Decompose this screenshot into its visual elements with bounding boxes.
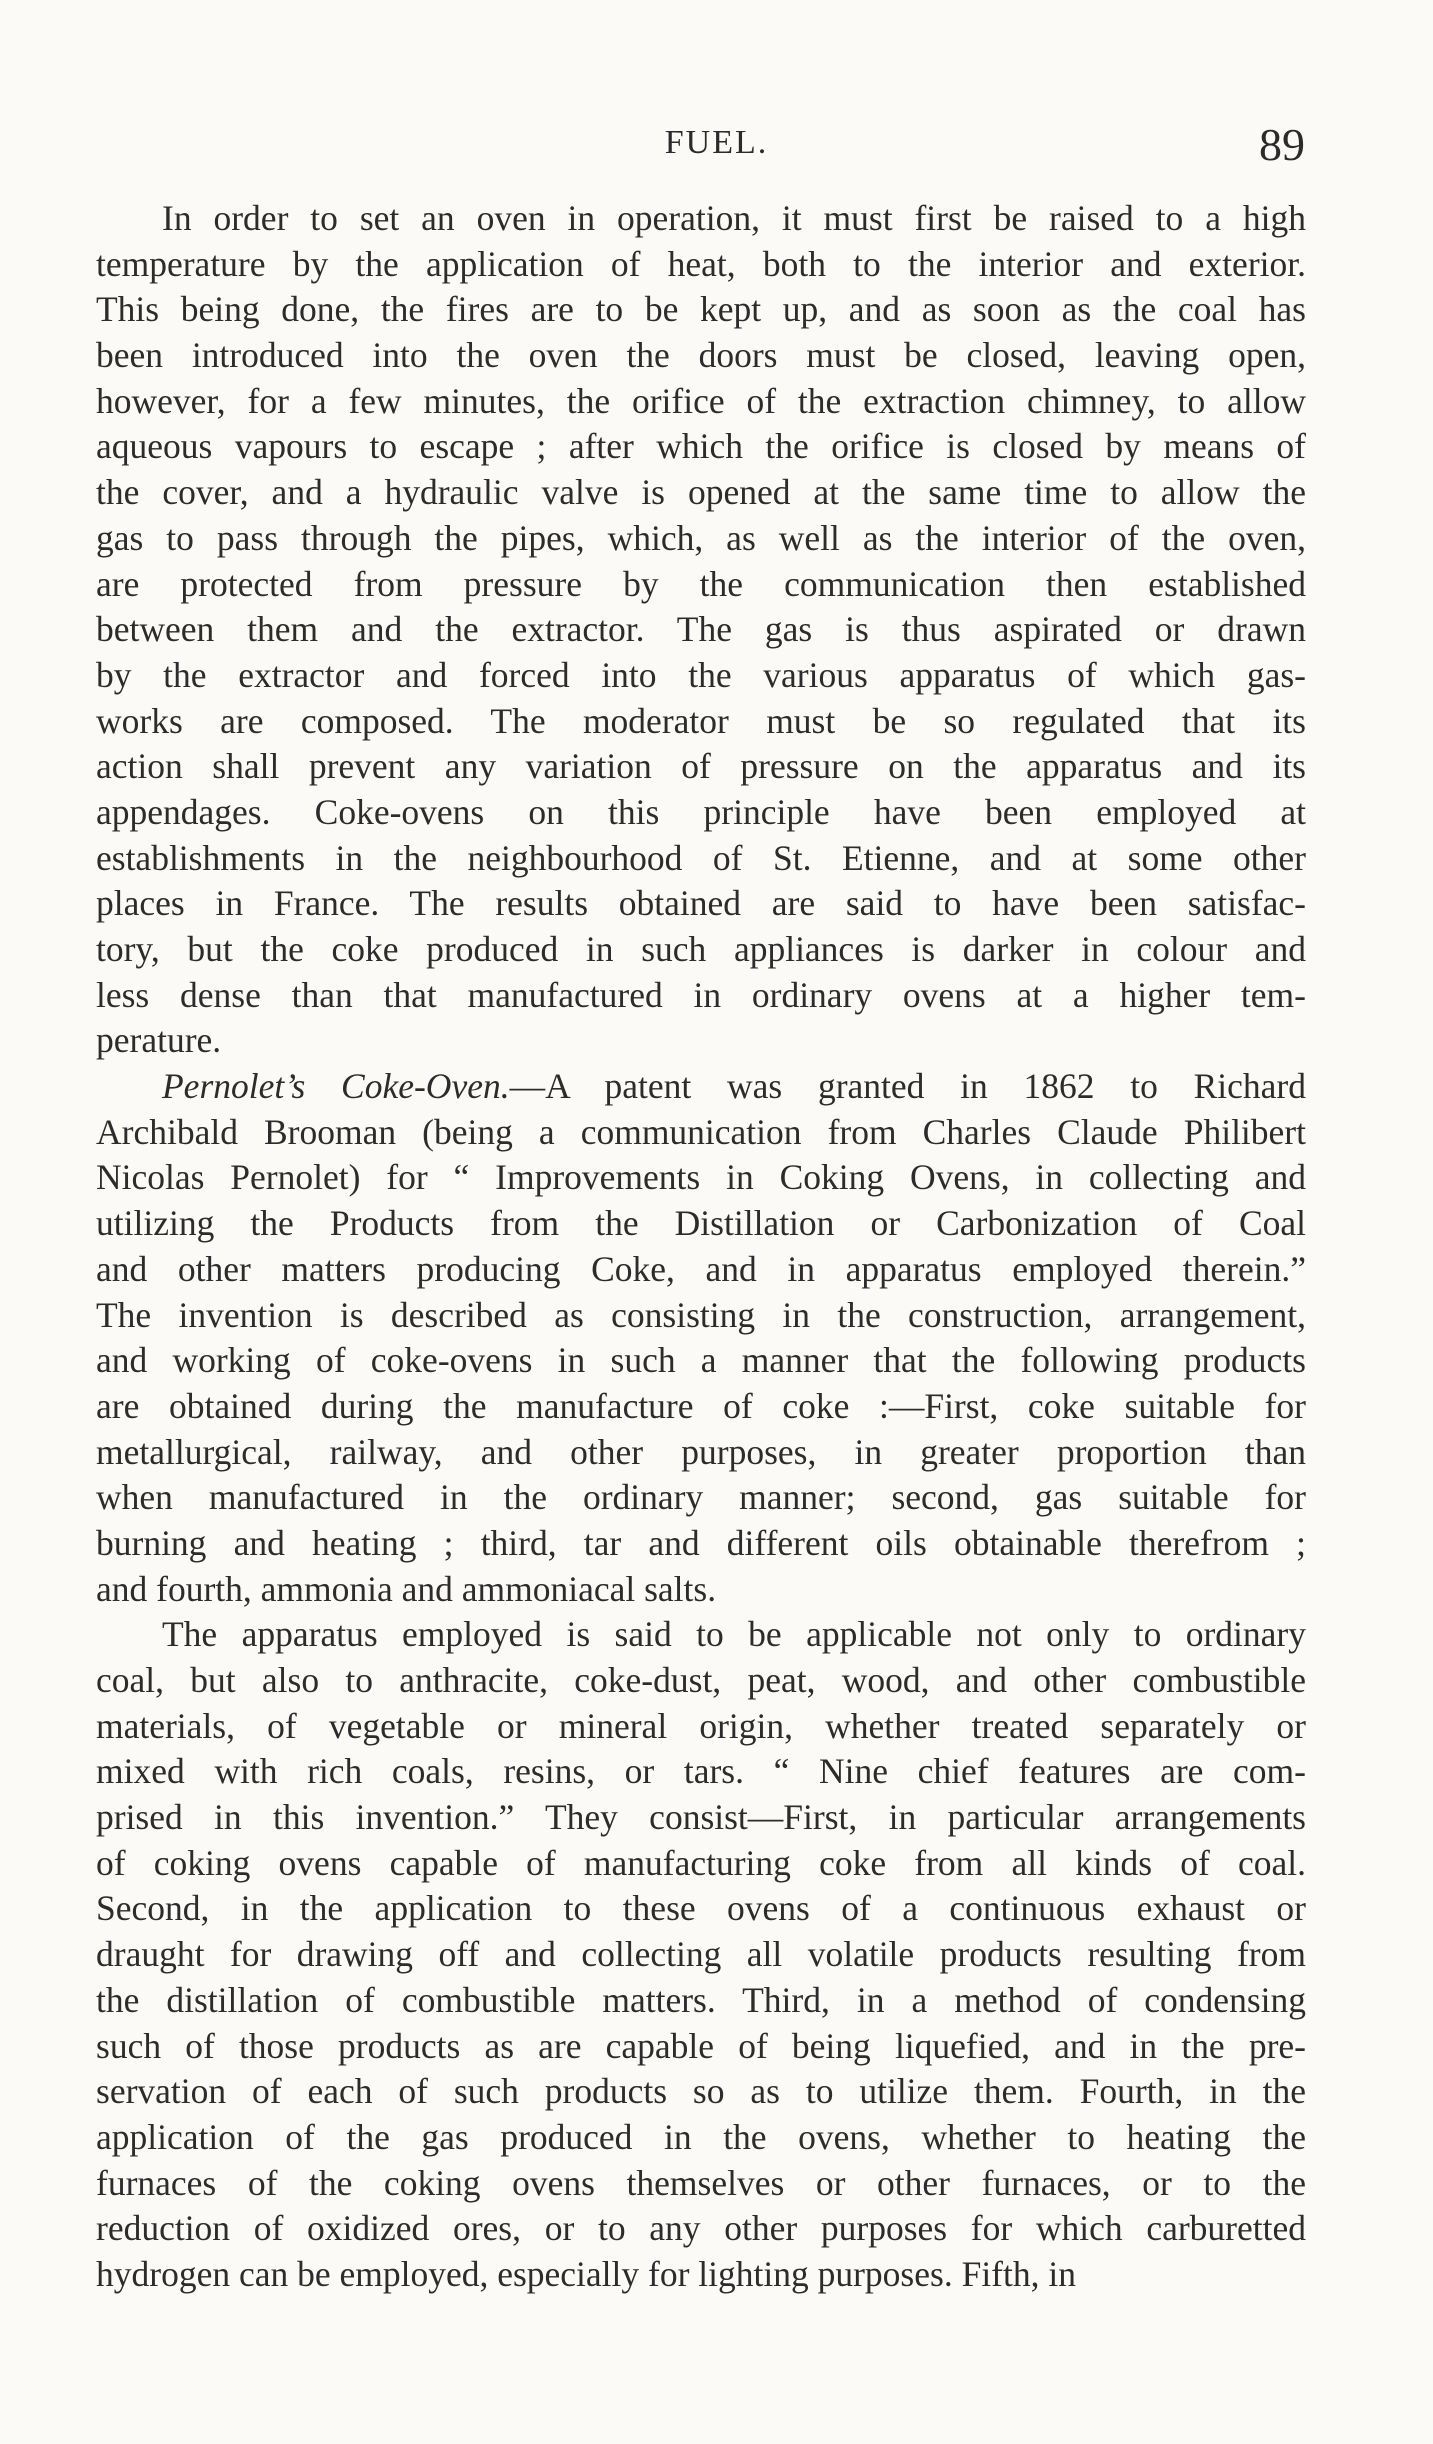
- text-line: utilizing the Products from the Distillation or Carbonization of Coal: [96, 1203, 1306, 1244]
- text-line: [96, 1064, 1306, 1110]
- paragraph-oven-operation: [96, 196, 1306, 1064]
- text-line: burning and heating ; third, tar and different oils obtainable therefrom ;: [96, 1522, 1306, 1563]
- text-line: works are composed. The moderator must be so regulated that its: [96, 700, 1306, 741]
- text-line: aqueous vapours to escape ; after which the orifice is closed by means of: [96, 426, 1306, 467]
- text-line: are obtained during the manufacture of coke :—First, coke suitable for: [96, 1385, 1306, 1426]
- text-line: The invention is described as consisting in the construction, arrangement,: [96, 1294, 1306, 1335]
- text-line: reduction of oxidized ores, or to any other purposes for which carburetted: [96, 2208, 1306, 2249]
- text-line: action shall prevent any variation of pressure on the apparatus and its: [96, 746, 1306, 787]
- text-line: coal, but also to anthracite, coke-dust, peat, wood, and other combustible: [96, 1660, 1306, 1700]
- paragraph-apparatus-features: [96, 1612, 1306, 2297]
- text-line: furnaces of the coking ovens themselves or other furnaces, or to the: [96, 2162, 1306, 2203]
- text-line: between them and the extractor. The gas is thus aspirated or drawn: [96, 609, 1306, 650]
- text-line: tory, but the coke produced in such appliances is darker in colour and: [96, 929, 1306, 969]
- text-line: however, for a few minutes, the orifice of the extraction chimney, to allow: [96, 380, 1306, 421]
- text-line: and fourth, ammonia and ammoniacal salts.: [96, 1568, 717, 1609]
- body-text: [96, 196, 1306, 2298]
- running-title: FUEL.: [664, 124, 769, 161]
- text-line: This being done, the fires are to be kept up, and as soon as the coal has: [96, 289, 1306, 330]
- text-line: application of the gas produced in the ovens, whether to heating the: [96, 2116, 1306, 2157]
- text-line: perature.: [96, 1020, 222, 1061]
- paragraph-pernolet-coke-oven: [96, 1064, 1306, 1612]
- text-line: and other matters producing Coke, and in apparatus employed therein.”: [96, 1248, 1306, 1289]
- text-line: the cover, and a hydraulic valve is opened at the same time to allow the: [96, 472, 1306, 513]
- text-line: temperature by the application of heat, both to the interior and exterior.: [96, 243, 1306, 284]
- text-line: mixed with rich coals, resins, or tars. “ Nine chief features are com-: [96, 1751, 1306, 1792]
- text-line: metallurgical, railway, and other purposes, in greater proportion than: [96, 1431, 1306, 1472]
- text-line: are protected from pressure by the communication then established: [96, 563, 1306, 604]
- text-line: less dense than that manufactured in ordinary ovens at a higher tem-: [96, 974, 1306, 1015]
- text-line: servation of each of such products so as to utilize them. Fourth, in the: [96, 2071, 1306, 2112]
- text-line: the distillation of combustible matters. Third, in a method of condensing: [96, 1979, 1306, 2020]
- text-line: Nicolas Pernolet) for “ Improvements in Coking Ovens, in collecting and: [96, 1157, 1306, 1198]
- text-line: draught for drawing off and collecting all volatile products resulting from: [96, 1934, 1306, 1975]
- text-line: such of those products as are capable of being liquefied, and in the pre-: [96, 2025, 1306, 2066]
- text-line: hydrogen can be employed, especially for lighting purposes. Fifth, in: [96, 2253, 1076, 2294]
- text-line: Archibald Brooman (being a communication from Charles Claude Philibert: [96, 1111, 1306, 1152]
- text-line: by the extractor and forced into the various apparatus of which gas-: [96, 654, 1306, 695]
- text-line: prised in this invention.” They consist—First, in particular arrangements: [96, 1797, 1306, 1838]
- text-line: Second, in the application to these ovens of a continuous exhaust or: [96, 1888, 1306, 1929]
- page-header: [0, 118, 1433, 174]
- text-line: when manufactured in the ordinary manner; second, gas suitable for: [96, 1477, 1306, 1518]
- text-line: of coking ovens capable of manufacturing coke from all kinds of coal.: [96, 1842, 1306, 1883]
- text-line: materials, of vegetable or mineral origin, whether treated separately or: [96, 1705, 1306, 1746]
- text-line: been introduced into the oven the doors must be closed, leaving open,: [96, 335, 1306, 376]
- text-line: In order to set an oven in operation, it must first be raised to a high: [162, 198, 1306, 238]
- text-line: and working of coke-ovens in such a manner that the following products: [96, 1340, 1306, 1381]
- page-number: 89: [1259, 119, 1305, 170]
- text-line-rest: —A patent was granted in 1862 to Richard: [509, 1066, 1306, 1107]
- text-line: establishments in the neighbourhood of St. Etienne, and at some other: [96, 837, 1306, 878]
- text-line: places in France. The results obtained are said to have been satisfac-: [96, 883, 1306, 924]
- text-line: gas to pass through the pipes, which, as well as the interior of the oven,: [96, 517, 1306, 558]
- text-line: appendages. Coke-ovens on this principle have been employed at: [96, 791, 1306, 832]
- text-line: The apparatus employed is said to be applicable not only to ordinary: [162, 1614, 1306, 1655]
- section-heading-italic: Pernolet’s Coke-Oven.: [162, 1066, 510, 1107]
